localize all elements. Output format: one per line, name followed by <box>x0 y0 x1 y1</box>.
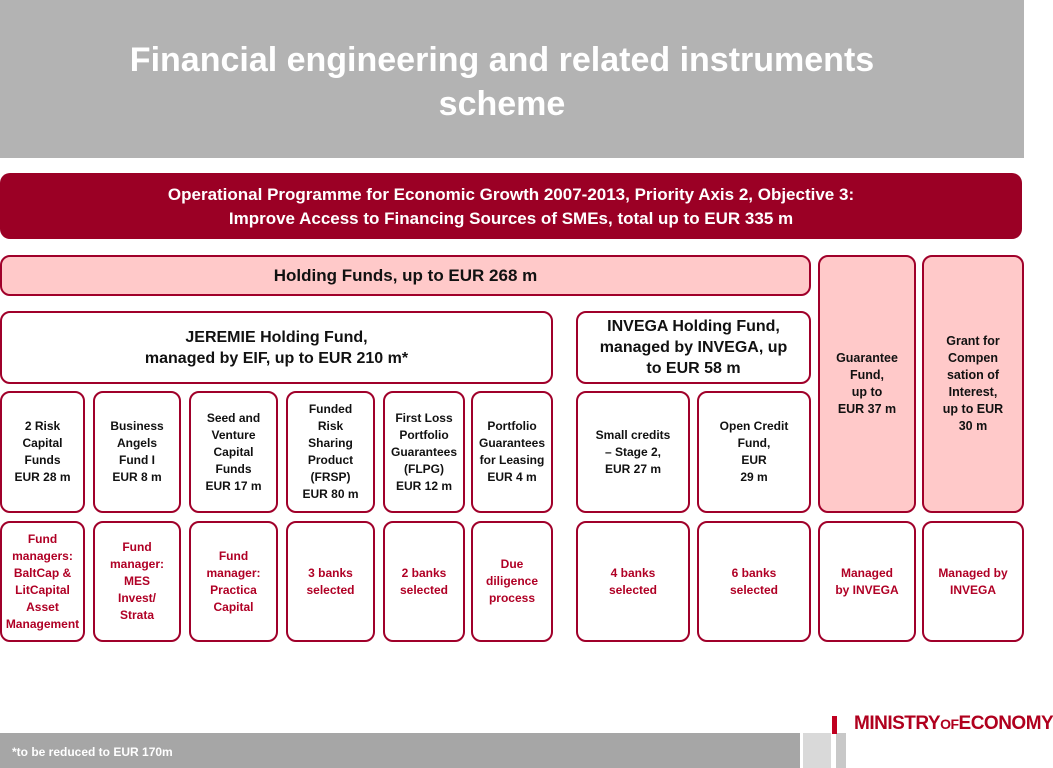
guarantee-fund-box: Guarantee Fund, up to EUR 37 m <box>818 255 916 513</box>
invega-holding-fund-box: INVEGA Holding Fund, managed by INVEGA, up to EUR 58 m <box>576 311 811 384</box>
fund-box-business-angels: Business Angels Fund I EUR 8 m <box>93 391 181 513</box>
fund-box-leasing-guarantees: Portfolio Guarantees for Leasing EUR 4 m <box>471 391 553 513</box>
footer-decoration-small <box>836 733 846 768</box>
logo-word-of: OF <box>940 716 959 732</box>
grant-box: Grant for Compen sation of Interest, up to EUR 30 m <box>922 255 1024 513</box>
logo-word-economy: ECONOMY <box>958 713 1053 734</box>
logo-word-ministry: MINISTRY <box>854 713 941 734</box>
ministry-logo-icon <box>832 716 837 734</box>
manager-box-mes-invest: Fund manager: MES Invest/ Strata <box>93 521 181 642</box>
manager-box-due-diligence: Due diligence process <box>471 521 553 642</box>
manager-box-3-banks: 3 banks selected <box>286 521 375 642</box>
fund-box-flpg: First Loss Portfolio Guarantees (FLPG) EUR 12 m <box>383 391 465 513</box>
manager-box-invega-guarantee: Managed by INVEGA <box>818 521 916 642</box>
footer-decoration <box>803 733 831 768</box>
manager-box-4-banks: 4 banks selected <box>576 521 690 642</box>
manager-box-6-banks: 6 banks selected <box>697 521 811 642</box>
fund-box-small-credits: Small credits – Stage 2, EUR 27 m <box>576 391 690 513</box>
holding-funds-box: Holding Funds, up to EUR 268 m <box>0 255 811 296</box>
programme-banner: Operational Programme for Economic Growth 2007-2013, Priority Axis 2, Objective 3: Improve Access to Financing Sources of SMEs, total up to EUR 335 m <box>0 173 1022 239</box>
ministry-logo <box>854 713 1053 735</box>
footnote: *to be reduced to EUR 170m <box>12 745 173 759</box>
manager-box-2-banks: 2 banks selected <box>383 521 465 642</box>
fund-box-seed-venture: Seed and Venture Capital Funds EUR 17 m <box>189 391 278 513</box>
jeremie-holding-fund-box: JEREMIE Holding Fund, managed by EIF, up to EUR 210 m* <box>0 311 553 384</box>
manager-box-baltcap: Fund managers: BaltCap & LitCapital Asset Management <box>0 521 85 642</box>
manager-box-practica: Fund manager: Practica Capital <box>189 521 278 642</box>
manager-box-invega-grant: Managed by INVEGA <box>922 521 1024 642</box>
page-title: Financial engineering and related instruments scheme <box>129 41 875 123</box>
fund-box-frsp: Funded Risk Sharing Product (FRSP) EUR 80 m <box>286 391 375 513</box>
fund-box-open-credit: Open Credit Fund, EUR 29 m <box>697 391 811 513</box>
fund-box-risk-capital: 2 Risk Capital Funds EUR 28 m <box>0 391 85 513</box>
